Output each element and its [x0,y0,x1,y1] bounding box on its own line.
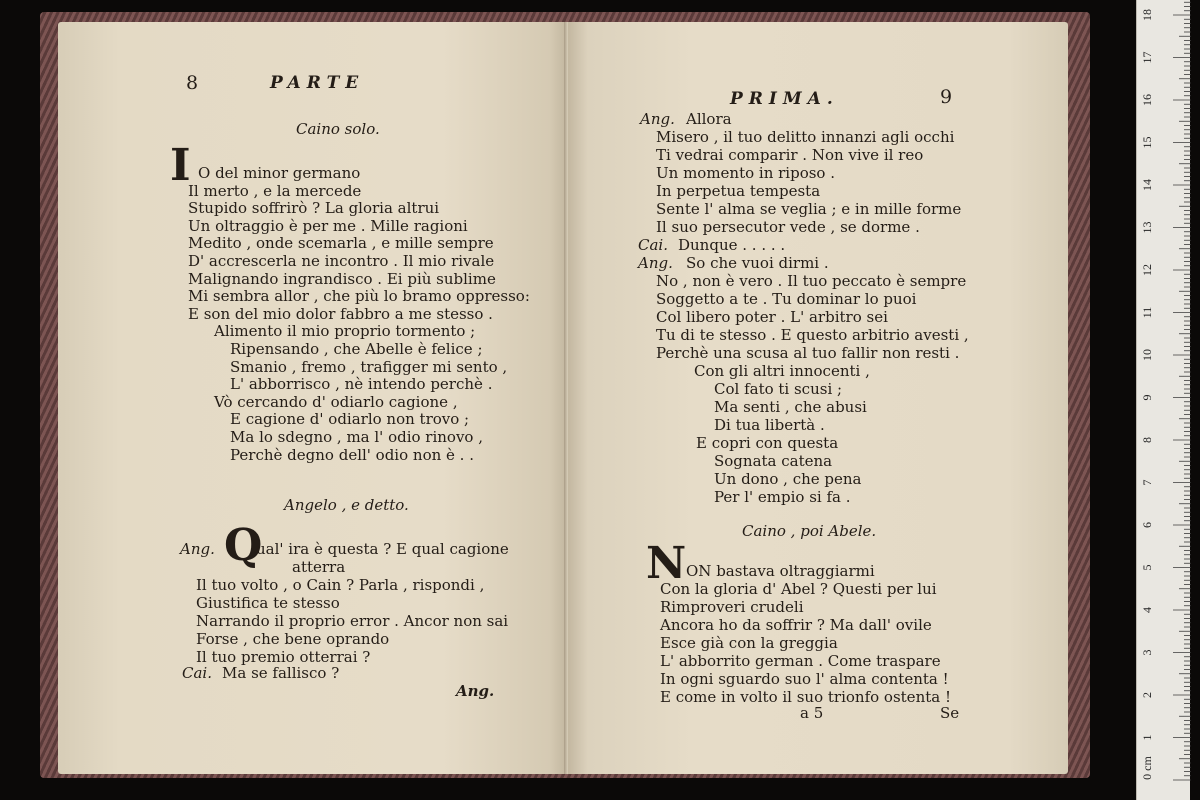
ruler-number: 11 [1140,306,1154,319]
ruler-scale [1137,0,1191,800]
running-head: PARTE [270,73,365,93]
verse-line: Forse , che bene oprando [196,630,390,648]
section-heading: Caino solo. [296,120,380,138]
verse-line: Mi sembra allor , che più lo bramo oppresso: [188,287,530,306]
ruler-number: 10 [1140,349,1154,361]
measurement-ruler [1136,0,1190,800]
verse-line: Il tuo premio otterrai ? [196,648,371,666]
ruler-number: 16 [1140,94,1154,106]
verse-line: ual' ira è questa ? E qual cagione [256,540,509,558]
section-heading: Caino , poi Abele. [742,522,877,540]
drop-capital-2: Q [224,520,263,571]
verse-line: In perpetua tempesta [656,182,821,200]
ruler-number: 8 [1140,437,1154,443]
verse-line: Perchè una scusa al tuo fallir non resti . [656,344,960,362]
ruler-number: 5 [1140,564,1154,571]
verse-line: O del minor germano [198,164,361,182]
verse-line: Ma senti , che abusi [714,398,867,416]
ruler-number: 17 [1140,51,1154,64]
verse-line: D' accrescerla ne incontro . Il mio rivale [188,252,495,270]
page-number: 9 [940,86,953,108]
ruler-number: 12 [1140,264,1154,276]
drop-capital: I [170,140,191,191]
verse-line: Col libero poter . L' arbitro sei [656,308,888,326]
verse-line: Il suo persecutor vede , se dorme . [656,218,920,236]
ruler-number: 1 [1140,734,1154,741]
drop-capital: N [646,538,687,589]
verse-line: Col fato ti scusi ; [714,380,843,398]
right-page [568,22,1068,774]
verse-line: Di tua libertà . [714,416,825,434]
verse-line: Perchè degno dell' odio non è . . [230,445,474,464]
verse-line: Un dono , che pena [714,470,862,488]
catchword: Se [940,704,960,722]
running-head: PRIMA. [730,89,839,109]
ruler-number: 6 [1140,522,1154,528]
verse-line: Ma lo sdegno , ma l' odio rinovo , [230,428,483,446]
verse-line: Un oltraggio è per me . Mille ragioni [188,216,468,235]
verse-line: Rimproveri crudeli [660,598,804,616]
ruler-unit-label: 0 cm [1140,756,1154,780]
ruler-number: 15 [1140,136,1154,149]
verse-line: Vò cercando d' odiarlo cagione , [214,392,458,411]
ruler-number: 7 [1140,479,1154,486]
speaker-label: Ang. [180,540,215,558]
speaker-label-3: Ang. [638,254,673,272]
signature-mark: a 5 [800,704,824,722]
verse-line: Ti vedrai comparir . Non vive il reo [656,146,924,164]
left-page [58,22,570,774]
page-number: 8 [186,72,199,94]
verse-line: Narrando il proprio error . Ancor non sai [196,612,509,630]
verse-line: Esce già con la greggia [660,634,838,652]
catchword: Ang. [456,682,495,700]
verse-line: Tu di te stesso . E questo arbitrio avesti , [656,326,969,344]
verse-line: E copri con questa [696,434,839,452]
verse-line: Ripensando , che Abelle è felice ; [230,340,483,358]
verse-line: No , non è vero . Il tuo peccato è sempre [656,272,967,290]
verse-line: Stupido soffrirò ? La gloria altrui [188,199,440,218]
ruler-number: 14 [1140,179,1154,191]
verse-line: E come in volto il suo trionfo ostenta ! [660,688,951,706]
speaker-label-2: Cai. [638,236,668,254]
verse-line: ON bastava oltraggiarmi [686,562,875,580]
verse-line: L' abborrisco , nè intendo perchè . [230,375,493,394]
speaker-label: Ang. [640,110,675,128]
verse-line: Dunque . . . . . [678,236,786,254]
verse-line: Smanio , fremo , trafigger mi sento , [230,357,508,376]
verse-line: L' abborrito german . Come traspare [660,652,941,670]
ruler-number: 13 [1140,221,1154,234]
verse-line: Un momento in riposo . [656,164,836,182]
verse-line: Malignando ingrandisco . Ei più sublime [188,269,496,288]
verse-line: Il tuo volto , o Cain ? Parla , rispondi , [196,576,485,594]
ruler-number: 2 [1140,692,1154,698]
section-heading-2: Angelo , e detto. [284,496,409,514]
verse-line: Per l' empio si fa . [714,488,851,506]
verse-line: Con la gloria d' Abel ? Questi per lui [660,580,937,598]
speaker-label-2: Cai. [182,664,212,682]
verse-line: Misero , il tuo delitto innanzi agli occhi [656,128,955,146]
verse-line: Ma se fallisco ? [222,664,340,682]
verse-line: Alimento il mio proprio tormento ; [214,322,476,341]
verse-line: Allora [686,110,732,128]
verse-line: Soggetto a te . Tu dominar lo puoi [656,290,917,308]
verse-line: Medito , onde scemarla , e mille sempre [188,234,494,253]
verse-line: In ogni sguardo suo l' alma contenta ! [660,670,949,688]
ruler-number: 18 [1140,9,1154,21]
verse-line: Il merto , e la mercede [188,181,362,200]
verse-line: Sente l' alma se veglia ; e in mille forme [656,200,962,218]
verse-line: Con gli altri innocenti , [694,362,870,380]
verse-line: E son del mio dolor fabbro a me stesso . [188,304,493,323]
ruler-number: 4 [1140,607,1154,613]
verse-line: atterra [292,558,346,576]
verse-line: So che vuoi dirmi . [686,254,829,272]
verse-line: Sognata catena [714,452,833,470]
ruler-number: 9 [1140,394,1154,401]
verse-line: Giustifica te stesso [196,594,340,612]
verse-line: E cagione d' odiarlo non trovo ; [230,410,470,429]
ruler-number: 3 [1140,649,1154,656]
verse-line: Ancora ho da soffrir ? Ma dall' ovile [660,616,932,634]
